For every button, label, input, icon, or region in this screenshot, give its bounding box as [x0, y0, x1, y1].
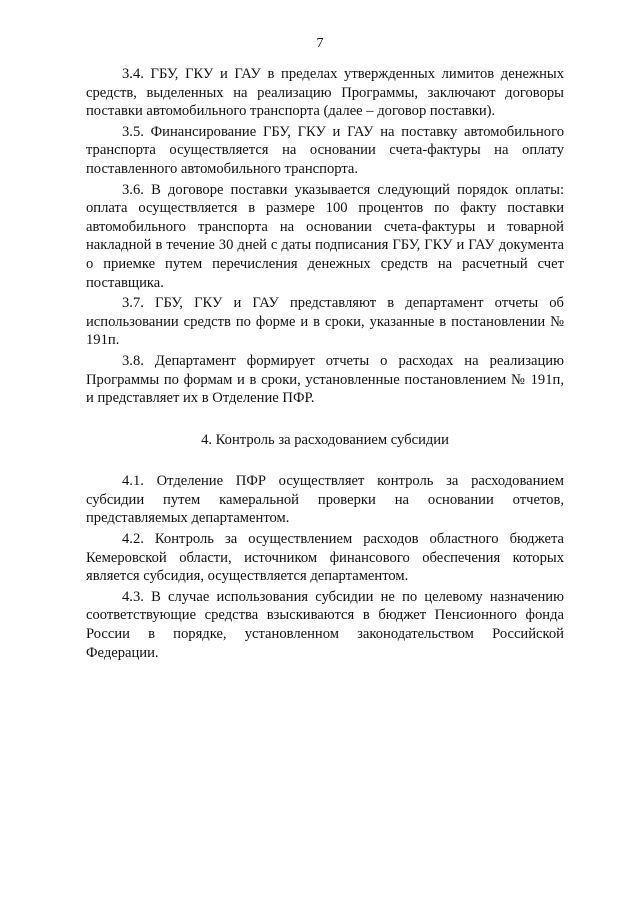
paragraph-4-3: 4.3. В случае использования субсидии не по целевому назначению соответствующие средства взыскиваются в бюджет Пенсионного фонда России в порядке, установленном законодательством Российской Федерации. [86, 588, 564, 661]
section-title: 4. Контроль за расходованием субсидии [201, 431, 449, 448]
page-number: 7 [316, 36, 324, 51]
paragraph-3-6: 3.6. В договоре поставки указывается следующий порядок оплаты: оплата осуществляется в размере 100 процентов по факту поставки автомобильного транспорта на основании счета-фактуры и товарной накладной в течение 30 дней с даты подписания ГБУ, ГКУ и ГАУ документа о приемке путем перечисления денежных средств на расчетный счет поставщика. [86, 181, 564, 291]
paragraph-3-5: 3.5. Финансирование ГБУ, ГКУ и ГАУ на поставку автомобильного транспорта осуществляется на основании счета-фактуры на оплату поставленного автомобильного транспорта. [86, 123, 564, 177]
paragraph-4-2: 4.2. Контроль за осуществлением расходов областного бюджета Кемеровской области, источником финансового обеспечения которых является субсидия, осуществляется департаментом. [86, 531, 564, 585]
paragraph-3-8: 3.8. Департамент формирует отчеты о расходах на реализацию Программы по формам и в сроки, установленные постановлением № 191п, и представляет их в Отделение ПФР. [86, 352, 564, 407]
paragraph-4-1: 4.1. Отделение ПФР осуществляет контроль за расходованием субсидии путем камеральной проверки на основании отчетов, представляемых департаментом. [86, 473, 564, 527]
paragraph-3-4: 3.4. ГБУ, ГКУ и ГАУ в пределах утвержденных лимитов денежных средств, выделенных на реализацию Программы, заключают договоры поставки автомобильного транспорта (далее – договор поставки). [86, 66, 564, 120]
document-body [86, 65, 564, 664]
paragraph-3-7: 3.7. ГБУ, ГКУ и ГАУ представляют в департамент отчеты об использовании средств по форме и в сроки, указанные в постановлении № 191п. [86, 295, 564, 349]
